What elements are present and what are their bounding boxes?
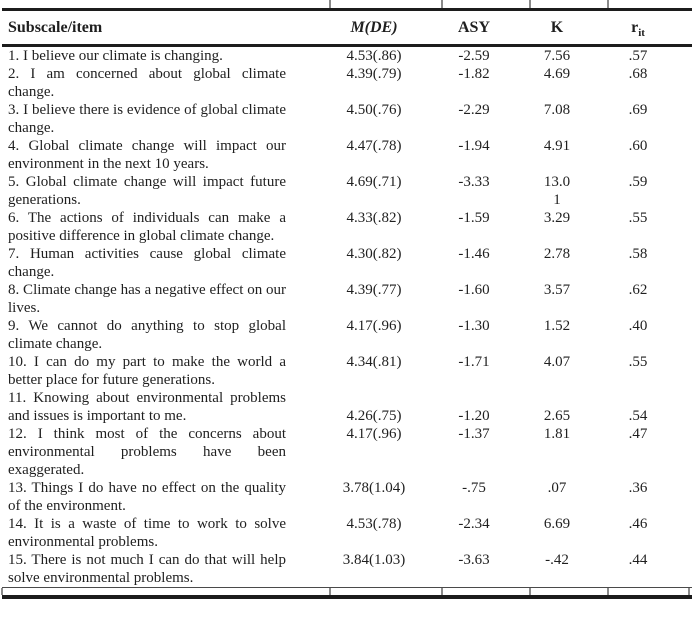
m-cell: 4.50(.76) — [346, 102, 402, 118]
column-divider-tick — [529, 0, 531, 8]
table-row — [2, 479, 692, 515]
item-cell: 10. I can do my part to make the world a better place for future generations. — [8, 354, 286, 388]
item-statistics-table-body — [2, 47, 692, 587]
column-divider-tick — [441, 0, 443, 8]
m-cell: 4.47(.78) — [346, 138, 402, 154]
column-divider-tick — [1, 588, 3, 595]
k-cell: 6.69 — [543, 516, 571, 532]
bottom-thick-rule — [2, 595, 692, 599]
m-cell: 4.69(.71) — [346, 174, 402, 190]
k-cell: 4.69 — [543, 66, 571, 82]
item-cell: 12. I think most of the concerns about environmental problems have been exaggerated. — [8, 426, 286, 478]
asy-cell: -3.63 — [458, 552, 490, 568]
table-row — [2, 245, 692, 281]
asy-cell: -1.46 — [458, 246, 490, 262]
table-row — [2, 173, 692, 209]
asy-cell: -1.60 — [458, 282, 490, 298]
column-divider-tick — [329, 0, 331, 8]
table-row — [2, 101, 692, 137]
rit-cell: .55 — [628, 354, 648, 370]
asy-cell: -1.30 — [458, 318, 490, 334]
asy-cell: -.75 — [462, 480, 486, 496]
k-wrapped-value: 13.01 — [543, 174, 571, 208]
rit-cell: .47 — [628, 426, 648, 442]
item-cell: 11. Knowing about environmental problems and issues is important to me. — [8, 390, 286, 424]
m-cell: 4.39(.79) — [346, 66, 402, 82]
rit-cell: .57 — [628, 48, 648, 64]
rit-cell: .40 — [628, 318, 648, 334]
header-row — [2, 11, 692, 44]
m-cell: 4.26(.75) — [346, 408, 402, 424]
m-cell: 4.17(.96) — [346, 318, 402, 334]
k-cell: -.42 — [545, 552, 569, 568]
k-cell: 1.52 — [543, 318, 571, 334]
asy-cell: -1.94 — [458, 138, 490, 154]
asy-cell: -1.37 — [458, 426, 490, 442]
rit-cell: .44 — [628, 552, 648, 568]
col-header-m-de: M(DE) — [350, 18, 398, 36]
table-row — [2, 65, 692, 101]
rit-cell: .68 — [628, 66, 648, 82]
rit-cell: .60 — [628, 138, 648, 154]
col-header-k: K — [550, 18, 564, 36]
item-cell: 9. We cannot do anything to stop global climate change. — [8, 318, 286, 352]
column-divider-tick — [688, 588, 690, 595]
k-cell: 4.91 — [543, 138, 571, 154]
col-header-rit — [608, 11, 692, 44]
item-cell: 7. Human activities cause global climate change. — [8, 246, 286, 280]
m-cell: 4.53(.78) — [346, 516, 402, 532]
m-cell: 3.84(1.03) — [342, 552, 406, 568]
k-cell: 3.57 — [543, 282, 571, 298]
table-row — [2, 281, 692, 317]
rit-cell: .54 — [628, 408, 648, 424]
m-cell: 4.53(.86) — [346, 48, 402, 64]
asy-cell: -1.82 — [458, 66, 490, 82]
rit-cell: .46 — [628, 516, 648, 532]
table-row — [2, 47, 692, 65]
item-cell: 14. It is a waste of time to work to solve environmental problems. — [8, 516, 286, 550]
asy-cell: -2.59 — [458, 48, 490, 64]
table-row — [2, 551, 692, 587]
asy-cell: -1.20 — [458, 408, 490, 424]
table-row — [2, 317, 692, 353]
m-cell: 4.30(.82) — [346, 246, 402, 262]
m-cell: 4.33(.82) — [346, 210, 402, 226]
asy-cell: -1.59 — [458, 210, 490, 226]
m-cell: 3.78(1.04) — [342, 480, 406, 496]
rit-cell: .59 — [628, 174, 648, 190]
col-header-asy: ASY — [457, 18, 490, 36]
k-cell: 2.78 — [543, 246, 571, 262]
rit-cell: .58 — [628, 246, 648, 262]
table-row — [2, 389, 692, 425]
m-cell: 4.39(.77) — [346, 282, 402, 298]
item-cell: 3. I believe there is evidence of global climate change. — [8, 102, 286, 136]
item-cell: 4. Global climate change will impact our environment in the next 10 years. — [8, 138, 286, 172]
rit-cell: .62 — [628, 282, 648, 298]
asy-cell: -3.33 — [458, 174, 490, 190]
column-divider-tick — [607, 588, 609, 595]
item-cell: 13. Things I do have no effect on the quality of the environment. — [8, 480, 286, 514]
col-header-subscale-item: Subscale/item — [8, 18, 103, 36]
item-statistics-table — [2, 11, 692, 44]
table-row — [2, 209, 692, 245]
top-divider-zone — [0, 0, 698, 8]
rit-cell: .69 — [628, 102, 648, 118]
k-cell: .07 — [547, 480, 567, 496]
asy-cell: -2.34 — [458, 516, 490, 532]
asy-cell: -2.29 — [458, 102, 490, 118]
k-cell: 3.29 — [543, 210, 571, 226]
table-row — [2, 353, 692, 389]
item-cell: 6. The actions of individuals can make a positive difference in global climate change. — [8, 210, 286, 244]
rit-cell: .36 — [628, 480, 648, 496]
k-cell: 7.56 — [543, 48, 571, 64]
rit-subscript: it — [638, 26, 645, 39]
table-row — [2, 137, 692, 173]
column-divider-tick — [441, 588, 443, 595]
column-divider-tick — [607, 0, 609, 8]
k-cell: 1.81 — [543, 426, 571, 442]
item-cell: 1. I believe our climate is changing. — [8, 48, 223, 64]
bottom-divider-zone — [0, 588, 698, 595]
table-row — [2, 515, 692, 551]
asy-cell: -1.71 — [458, 354, 490, 370]
m-cell: 4.17(.96) — [346, 426, 402, 442]
k-cell — [530, 173, 608, 209]
k-cell: 2.65 — [543, 408, 571, 424]
table-row — [2, 425, 692, 479]
item-cell: 5. Global climate change will impact future generations. — [8, 174, 286, 208]
k-cell: 7.08 — [543, 102, 571, 118]
rit-cell: .55 — [628, 210, 648, 226]
item-cell: 2. I am concerned about global climate change. — [8, 66, 286, 100]
item-cell: 15. There is not much I can do that will help solve environmental problems. — [8, 552, 286, 586]
column-divider-tick — [329, 588, 331, 595]
k-cell: 4.07 — [543, 354, 571, 370]
m-cell: 4.34(.81) — [346, 354, 402, 370]
rit-base: r — [631, 18, 639, 36]
column-divider-tick — [529, 588, 531, 595]
item-cell: 8. Climate change has a negative effect on our lives. — [8, 282, 286, 316]
